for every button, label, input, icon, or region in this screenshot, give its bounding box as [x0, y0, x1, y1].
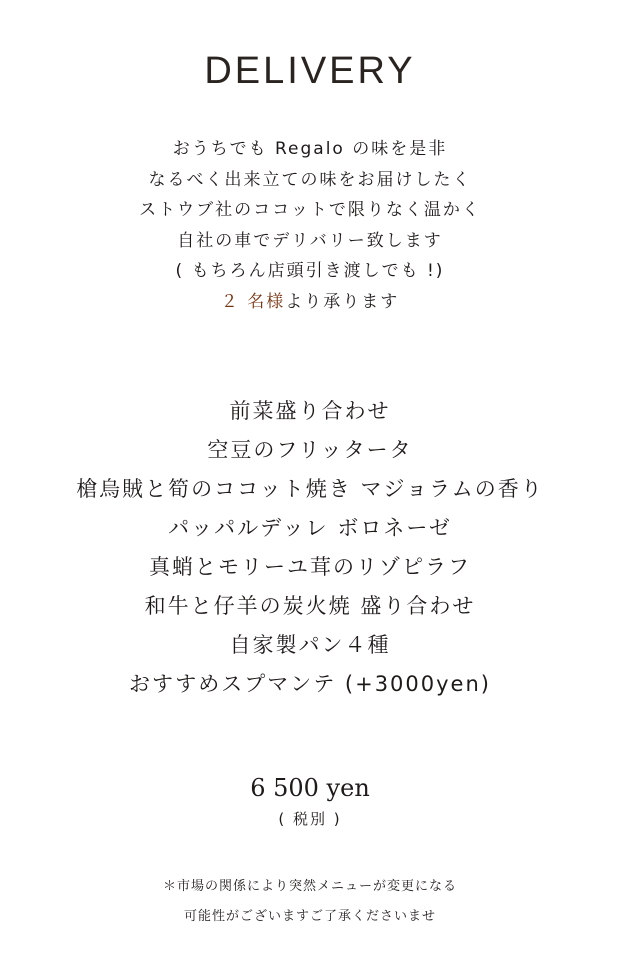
intro-line: ストウブ社のココットで限りなく温かく — [139, 200, 481, 220]
min-guests-label: 名様 — [247, 291, 286, 312]
menu-item: 和牛と仔羊の炭火焼 盛り合わせ — [144, 594, 476, 618]
menu-item: 空豆のフリッタータ — [207, 438, 413, 462]
page-title: DELIVERY — [204, 50, 416, 92]
menu-item: 前菜盛り合わせ — [229, 399, 391, 423]
min-guests-suffix: より承ります — [285, 291, 400, 312]
intro-line: ( もちろん店頭引き渡しでも !) — [175, 261, 445, 281]
menu-item: パッパルデッレ ボロネーゼ — [168, 516, 452, 540]
menu-item: 真蛸とモリーユ茸のリゾピラフ — [149, 555, 471, 579]
footnote — [0, 872, 620, 932]
tax-note: ( 税別 ) — [278, 810, 342, 828]
menu-item: おすすめスプマンテ (+3000yen) — [129, 672, 491, 696]
course-menu-list — [0, 392, 620, 704]
intro-line: なるべく出来立ての味をお届けしたく — [148, 169, 472, 190]
footnote-line: 可能性がございますご了承くださいませ — [183, 909, 436, 924]
min-guests-line — [0, 287, 620, 318]
course-price: 6 500 yen — [250, 774, 370, 802]
menu-item: 槍烏賊と筍のココット焼き マジョラムの香り — [76, 477, 544, 501]
intro-line: おうちでも Regalo の味を是非 — [172, 139, 448, 159]
footnote-line: ＊市場の関係により突然メニューが変更になる — [162, 879, 457, 894]
min-guests-number: ２ — [220, 291, 240, 312]
menu-item: 自家製パン４種 — [229, 633, 391, 657]
intro-text — [0, 134, 620, 317]
intro-line: 自社の車でデリバリー致します — [177, 230, 443, 251]
